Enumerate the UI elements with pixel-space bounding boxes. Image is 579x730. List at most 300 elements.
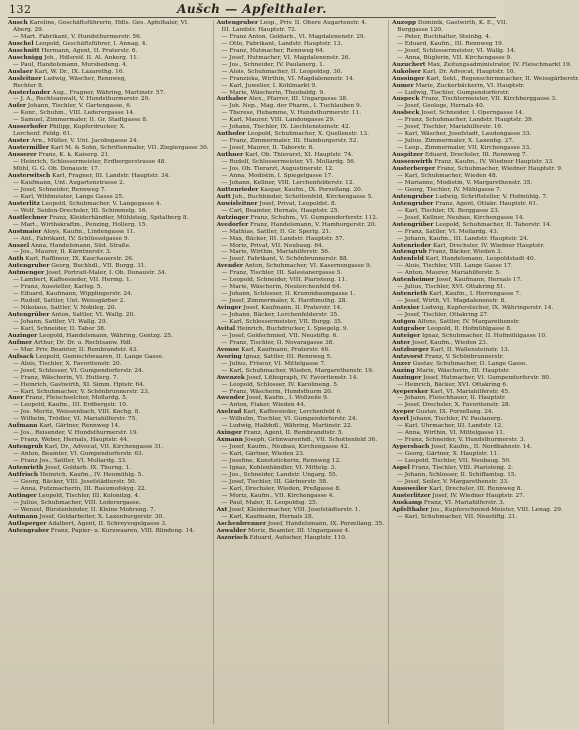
entry-text: — Karl, Juwelier, I. Kohlmarkt 9. (221, 82, 317, 89)
entry-text: — Franz, Wäscherin, Hundsthurm 20. (221, 388, 333, 395)
directory-entry (217, 27, 384, 34)
directory-entry (392, 208, 579, 215)
entry-surname: Axelrad (216, 409, 242, 416)
directory-entry (392, 437, 579, 444)
entry-text: Karl, Raffineur, IX. Kaschauerstr. 26. (23, 256, 134, 263)
directory-entry (217, 395, 384, 402)
entry-text: Karl, Dr., Advocat, VII. Kirchengasse 31. (42, 444, 164, 451)
directory-entry (392, 138, 579, 145)
entry-text: — Max, Bäcker, III. Landstr. Hauptstr. 57. (221, 235, 345, 242)
directory-entry (392, 291, 579, 298)
entry-text: Karl, Drechsler, IV. Wiedner Hauptstr. (431, 242, 545, 249)
entry-text: — Karl, Gärtner, Wieden 23. (221, 451, 305, 458)
entry-text: — Franz Jos., Sattler, VI. Mollardg. 33. (13, 458, 127, 465)
directory-entry (392, 270, 579, 277)
entry-surname: Auzinger (8, 332, 38, 339)
entry-surname: Ausbeck (392, 110, 420, 117)
entry-text: — Johann, Kaufm., III. Landstr. Hauptstr. 24. (397, 235, 529, 242)
entry-text: Karl M. & Sohn, Schriftenmaler, VII. Zieglergasse 30. (48, 145, 209, 152)
entry-surname: Auteiger (392, 332, 421, 339)
directory-entry (8, 451, 209, 458)
directory-entry (392, 222, 579, 229)
directory-entry (392, 256, 579, 263)
entry-surname: Auspitzer (392, 152, 424, 159)
entry-text: — Anton, Beamter, VI. Gumpendorferstr. 63. (13, 451, 144, 458)
directory-entry (392, 368, 579, 375)
entry-text: — Julius, Schuhmacher, VIII. Lederergasse. (13, 499, 141, 506)
entry-text: — Anna, Büglerin, VII. Kirchengasse 9. (397, 54, 513, 61)
directory-entry (392, 229, 579, 236)
directory-entry (392, 507, 579, 514)
directory-entry (8, 423, 209, 430)
entry-text: — Josef, Hutmacher, VI. Magdalenenstr. 26. (221, 54, 351, 61)
directory-entry (392, 333, 579, 340)
entry-text: Franz, Agent, Ottakr. Hauptstr. 61. (433, 200, 538, 207)
entry-surname: Austerlander (8, 89, 51, 96)
entry-surname: Autmenger (8, 270, 45, 277)
directory-entry (217, 201, 384, 208)
directory-entry (8, 361, 209, 368)
entry-text: Hermann, Agent, II. Praterstr. 6. (39, 47, 138, 54)
entry-text: — Karl, Schuhmacher, VII. Neustiftg. 21. (397, 513, 518, 520)
entry-text: Georg, Buchhdl., VII. Burgg. 31. (49, 263, 147, 270)
entry-text: Aug., Fragner, Währing, Martinstr. 57. (50, 89, 166, 96)
directory-entry (392, 479, 579, 486)
entry-text: Josef, Schneider, I. Operngasse 14. (419, 110, 524, 117)
entry-text: Franz, V. Schönbrunnerstr. (423, 353, 504, 360)
directory-entry (8, 409, 209, 416)
entry-text: Ludwig, Kupferstecher, IX. Währingerstr. 14. (419, 305, 554, 312)
entry-surname: Autexier (392, 305, 420, 312)
directory-entry (217, 368, 384, 375)
directory-entry (8, 90, 209, 97)
directory-entry (217, 166, 384, 173)
directory-entry (392, 117, 579, 124)
directory-columns (8, 20, 579, 724)
entry-text: Joh., Buchbinder, Schottenfeld, Kirchengasse 5. (230, 193, 373, 200)
directory-entry (8, 173, 209, 180)
directory-entry (217, 48, 384, 55)
entry-text: — Alois, Schuhmacher, II. Leopoldsg. 30. (221, 68, 343, 75)
directory-entry (8, 375, 209, 382)
directory-entry (217, 69, 384, 76)
directory-entry (8, 319, 209, 326)
directory-entry (8, 263, 209, 270)
directory-entry (8, 215, 209, 222)
entry-surname: Auzopp (392, 20, 417, 26)
directory-entry (217, 528, 384, 535)
directory-entry (8, 507, 209, 514)
entry-text: Karl, Handelsmann, Leopoldstadt 40. (423, 256, 536, 263)
entry-text: — Moriz, Kaufm., VII. Kirchengasse 4. (221, 492, 335, 499)
directory-entry (8, 83, 209, 90)
entry-text: Karl, Kaufm., I. Herrengasse 7. (427, 291, 521, 298)
entry-text: — Eduard, Kaufmann, Wipplingerstr. 24. (13, 291, 133, 298)
entry-surname: Aspel (392, 465, 410, 471)
entry-text: — Wolf, Seiden-Drechsler, III. Schimmelg. 16. (13, 207, 148, 214)
column-2 (213, 20, 384, 724)
entry-text: Heinrich, Kaufm., IV. Heumühlg. 5. (38, 471, 144, 478)
entry-text: — Carl, Beamter, Hernals, Hauptstr. 25. (221, 207, 340, 214)
entry-surname: Ausserhofer (8, 124, 48, 131)
entry-surname: Aukolser (392, 68, 421, 75)
entry-text: — Josef, Seiler, V. Margarethenstr. 33. (397, 478, 509, 485)
entry-text: Franz, VI. Mariahilferstr. 3. (422, 499, 505, 506)
entry-surname: Authaber (216, 96, 247, 103)
entry-surname: Austermiller (8, 145, 49, 152)
entry-text: — Ludwig, Tischler, Gumpendorferstr. (397, 89, 510, 96)
directory-entry (217, 361, 384, 368)
directory-entry (8, 152, 209, 159)
directory-entry (8, 326, 209, 333)
entry-text: Karl, Dr. Advocat, Hauptstr. 10. (420, 68, 516, 75)
directory-entry (217, 20, 384, 27)
entry-text: — Ant., Fabrikant, IV. Schlüsselgasse 9. (13, 235, 130, 242)
entry-text: — Leopold, Schlosser, IV. Karolineng. 5. (221, 381, 339, 388)
entry-text: Josef, Goldarb. IX. Thurng. 1. (43, 465, 132, 471)
entry-text: — Franz, Hutmacher, Rennweg 64. (221, 47, 325, 54)
entry-text: — Anna, Putzmacherin, III. Rasumofskyg. 22. (13, 485, 147, 492)
directory-entry (217, 458, 384, 465)
entry-surname: Autlsperger (8, 520, 47, 527)
entry-text: Franz, Schuhmacher, Wiedner Hauptstr. 9. (435, 166, 563, 173)
directory-entry (8, 243, 209, 250)
entry-text: Franz, Tischlermeister, VII. Kirchberggasse 3. (419, 96, 557, 103)
entry-text: Karoline, Geschäftsführerin, Hdls. Ges. Apfelhaler, VI. (27, 20, 189, 26)
entry-text: — Franz, Tischler, II. Novaragasse 38. (221, 339, 335, 346)
entry-text: III. Landstr. Hauptstr. 72. (221, 26, 297, 33)
entry-surname: Auszel (8, 242, 30, 249)
entry-surname: Avedorfer (216, 221, 249, 228)
entry-text: — Jos., Schneider, Landstr. Ungarg. 55. (221, 471, 338, 478)
entry-surname: Autenheimer (392, 277, 435, 284)
entry-surname: Auzer (392, 360, 411, 367)
entry-text: — Mar. Priv. Beamter, II. Rembrandstr. 43. (13, 346, 139, 353)
directory-entry (392, 493, 579, 500)
entry-text: — Alois, Tischler, X. Favoritenstr. 20. (13, 360, 122, 367)
directory-entry (217, 173, 384, 180)
directory-entry (8, 96, 209, 103)
directory-entry (392, 465, 579, 472)
entry-text: Leopold, Schuhmacher, X. Quellenstr. 13. (245, 131, 369, 138)
entry-text: Franz, Fleischselcher, Mollardg. 5. (23, 395, 128, 402)
directory-entry (217, 500, 384, 507)
entry-text: Jos., Kupferschmied-Meister, VIII. Lenag. 29. (428, 506, 563, 513)
entry-text: Heinrich, Buchdrucker, I. Spiegelg. 9. (235, 325, 349, 332)
directory-entry (8, 521, 209, 528)
directory-entry (217, 472, 384, 479)
directory-entry (8, 514, 209, 521)
directory-entry (392, 131, 579, 138)
entry-text: Johann, Tischler, IV. Paulanerg. (408, 416, 503, 423)
directory-entry (392, 500, 579, 507)
entry-text: Mühl, G. G. Ob. Donaustr. 17. (13, 166, 100, 173)
directory-entry (217, 291, 384, 298)
directory-entry (392, 48, 579, 55)
directory-entry (392, 83, 579, 90)
entry-text: — Josef, Fabrikant, V. Schönbrunnerstr. 88. (221, 256, 349, 263)
entry-text: — Karl, Maurer, VIII. Landongasse 29. (221, 117, 335, 124)
directory-entry (217, 347, 384, 354)
entry-text: Franz, Papier- u. Kurzwaaren, VIII. Blindeng. 14. (48, 527, 195, 534)
directory-entry (8, 103, 209, 110)
directory-entry (392, 375, 579, 382)
entry-surname: Avinger (216, 305, 242, 312)
entry-text: — Johann, Sattler, VI. Wallg. 29. (13, 318, 108, 325)
entry-text: — Samuel, Zimmermaler, II. Gr. Stadtgasse 8. (13, 117, 148, 124)
directory-entry (217, 124, 384, 131)
entry-text: — Johann, Bäcker, Lerchenfelderstr. 35. (221, 312, 340, 319)
entry-text: — Josef, Kellner, Neubau, Kirchengasse 14. (397, 214, 525, 221)
entry-surname: Auschel (8, 40, 34, 47)
directory-entry (392, 215, 579, 222)
directory-entry (8, 340, 209, 347)
entry-text: — Karl, Schuhmacher, V. Schönbrunnerstr. 23. (13, 388, 150, 395)
directory-entry (8, 486, 209, 493)
directory-entry (8, 41, 209, 48)
entry-surname: Avender (216, 263, 243, 270)
entry-surname: Aufmann (8, 423, 38, 430)
directory-entry (8, 159, 209, 166)
entry-text: Marie, Wäscherin, III. Hauptstr. (414, 367, 510, 374)
directory-entry (392, 180, 579, 187)
entry-text: — Anna, Modistin, I. Spiegelgasse 17. (221, 172, 334, 179)
directory-entry (217, 41, 384, 48)
directory-entry (392, 472, 579, 479)
directory-entry (8, 201, 209, 208)
entry-text: — Karl, Tischler, IX. Berggasse 23. (397, 207, 500, 214)
entry-text: — Josef, Tischler, Mariahilferstr. 16. (397, 124, 503, 131)
entry-text: — Karl, Wäscher, Josefstadt, Laudongasse 33. (397, 131, 532, 138)
directory-entry (392, 395, 579, 402)
entry-text: Franz, K. k. Kaiserg. 21. (36, 152, 110, 159)
entry-text: Kaspar, Kaufm., IX. Porzellang. 20. (258, 186, 363, 193)
entry-text: Josef, Kaufmann, II. Praterstr. 14. (241, 305, 343, 312)
directory-entry (392, 201, 579, 208)
entry-text: — Jos., Reisender, V. Hundsthurmerstr. 19. (13, 430, 139, 437)
entry-text: — Paul, Maler, II. Leopoldsg. 25. (221, 499, 318, 506)
entry-text: — Anton, Fiaker, Wieden 44. (221, 402, 306, 409)
entry-text: — Karl, Schneider, II. Tabor 38. (13, 325, 106, 332)
entry-text: — Josef, Schlosser, VI. Gumpendorferstr. 24. (13, 367, 144, 374)
entry-text: — Johann, Schlosser, II. Krummbaumgasse 1. (221, 291, 356, 298)
directory-entry (392, 110, 579, 117)
directory-entry (8, 110, 209, 117)
entry-text: — Heinrich, Gastwirth, XI. Simm. Hptstr. 64. (13, 381, 145, 388)
entry-text: Burggasse 120. (397, 26, 443, 33)
directory-entry (217, 493, 384, 500)
entry-text: — Leopold, Schneider, VIII. Piaristeng. 11. (221, 277, 348, 284)
directory-entry (392, 34, 579, 41)
entry-text: — Karl, Schuhmacher, Wieden, Margarethenstr. 19. (221, 367, 374, 374)
directory-entry (217, 263, 384, 270)
entry-text: Franz, Tischler, VIII. Piaristeng. 2. (409, 465, 514, 471)
entry-surname: Austerlitzer (392, 492, 431, 499)
entry-text: Franz, Agent, II. Rembrandtstr. 5. (241, 430, 344, 437)
directory-entry (392, 361, 579, 368)
directory-entry (392, 27, 579, 34)
directory-entry (8, 222, 209, 229)
directory-entry (217, 243, 384, 250)
entry-text: — Franz Anton, Goldarb., VI. Magdalenenstr. 29. (221, 33, 366, 40)
entry-text: Josef, Lithograph, IV. Favoritenstr. 14. (244, 374, 359, 381)
directory-entry (217, 145, 384, 152)
directory-entry (8, 270, 209, 277)
entry-surname: Autenrieth (8, 465, 44, 471)
entry-text: — Heinrich, Schlossermeister, Erdbergerstrasse 48. (13, 159, 167, 166)
directory-entry (217, 110, 384, 117)
entry-surname: Aufer (8, 103, 26, 110)
entry-surname: Awender (216, 395, 245, 402)
directory-entry (8, 229, 209, 236)
entry-text: Alex., Pfarrer, III. Ungargasse 38. (246, 96, 348, 103)
entry-surname: Auskamp (392, 499, 423, 506)
entry-surname: Autmann (8, 513, 38, 520)
entry-text: Eduard, Aufseher, Hauptstr. 110. (247, 534, 347, 541)
entry-surname: Apfelthaler (392, 506, 429, 513)
directory-entry (8, 368, 209, 375)
directory-entry (392, 423, 579, 430)
entry-text: — Josef, Tischler, III. Gärtnerstr. 58. (221, 478, 328, 485)
directory-entry (392, 194, 579, 201)
entry-text: — Georg, Gärtner, X. Hauptstr. 11. (397, 451, 500, 458)
directory-entry (8, 236, 209, 243)
directory-entry (392, 458, 579, 465)
entry-text: Leopold, Gemischtwaaren, II. Lange Gasse. (33, 353, 164, 360)
entry-text: — Rudolf, Sattler, Unt. Weissgärber 2. (13, 298, 126, 305)
directory-entry (8, 493, 209, 500)
directory-entry (392, 326, 579, 333)
entry-text: Eduard, Drechsler, III. Rennweg 7. (423, 152, 528, 159)
entry-text: Ludwig, Wäscher, Rennweg, (41, 75, 127, 82)
entry-text: — J. A., Rechtsanwalt, V. Hundsthurmerstr. 20. (13, 96, 151, 103)
entry-text: — Franz, Aussteller, Karlsg. 5. (13, 284, 103, 291)
entry-surname: Aszorisch (216, 534, 248, 541)
entry-text: Josef, IV. Wiedner Hauptstr. 27. (430, 492, 525, 499)
directory-entry (392, 124, 579, 131)
entry-text: — Jos. Ob. Tierarzt, Augustinerstr. 12. (221, 166, 334, 173)
directory-entry (392, 173, 579, 180)
directory-entry (217, 103, 384, 110)
entry-surname: Auth (8, 256, 24, 263)
entry-surname: Autengrub (392, 249, 427, 256)
entry-text: — Peter, Buchhalter, Steinbg. 4. (397, 33, 491, 40)
entry-surname: Ayerl (392, 416, 409, 423)
directory-entry (8, 124, 209, 131)
directory-entry (392, 187, 579, 194)
entry-text: — Franz, Zimmermaler, III. Hainburgerstr. 52. (221, 138, 359, 145)
entry-text: — Joh. Nep., Mag. der Pharm., I. Tuchlauben 9. (221, 103, 362, 110)
entry-text: — Wenzel, Bürstenbinder, II. Kleine Mohreng. 7. (13, 506, 156, 513)
entry-text: Johann, Tischler, V. Gartengasse, 6. (25, 103, 132, 110)
directory-entry (8, 256, 209, 263)
directory-entry (8, 347, 209, 354)
directory-entry (8, 20, 209, 27)
entry-surname: Autengrub (8, 444, 43, 451)
directory-entry (392, 305, 579, 312)
entry-text: — Josef, Schneider, Rennweg 7. (13, 186, 107, 193)
directory-entry (8, 333, 209, 340)
entry-text: — Julius, Tischler, XVI. Ottakring 51. (397, 284, 506, 291)
directory-entry (8, 430, 209, 437)
entry-surname: Aufsack (8, 353, 34, 360)
entry-surname: Auter (392, 339, 411, 346)
entry-text: Leopold, Handelsmann, Währing, Gentzg. 25. (37, 332, 173, 339)
entry-surname: Auschnigg (8, 54, 43, 61)
entry-surname: Autt (216, 193, 231, 200)
entry-surname: Ausleitner (8, 75, 42, 82)
directory-entry (217, 62, 384, 69)
entry-text: Lerchenf. Feldg. 61. (13, 131, 73, 138)
entry-text: — Franz, Sattler, VI. Mollardg. 43. (397, 228, 499, 235)
directory-entry (8, 402, 209, 409)
entry-text: Karl, Kaffeesieder, Lerchenfeld 6. (241, 409, 342, 416)
entry-surname: Avonse (216, 346, 240, 353)
entry-text: — Josef, Drechsler, X. Favoritenstr. 28. (397, 402, 511, 409)
directory-entry (217, 465, 384, 472)
directory-entry (8, 354, 209, 361)
directory-entry (217, 194, 384, 201)
directory-entry (392, 486, 579, 493)
entry-text: Leopold, Schuhmacher, II. Taborstr. 14. (433, 221, 552, 228)
entry-text: Josef, Kaufmann, Hernals 17. (434, 277, 523, 284)
directory-entry (217, 298, 384, 305)
entry-text: Karl, Drechsler, III. Rennweg 8. (427, 485, 523, 492)
entry-text: — Josef, Schlossermeister, VI. Wallg. 14. (397, 47, 516, 54)
entry-surname: Auwisleitner (216, 200, 258, 207)
directory-entry (8, 69, 209, 76)
directory-entry (8, 528, 209, 535)
entry-text: Karl, Fragner, III. Landstr. Hauptstr. 34. (50, 172, 171, 179)
entry-text: Josef, Kleidermacher, VIII. Josefstädterstr. 1. (227, 506, 361, 513)
directory-entry (217, 451, 384, 458)
entry-text: Leopold, Schuhmacher, V. Langegasse 4. (39, 200, 162, 207)
entry-text: Karl, Gärtner, Rennweg 14. (37, 423, 121, 430)
entry-surname: Auslaer (8, 68, 33, 75)
directory-entry (217, 486, 384, 493)
entry-surname: Auzing (392, 367, 415, 374)
entry-text: — Karl, Drechsler, Wieden, Preßgasse 8. (221, 485, 341, 492)
entry-surname: Ausch (8, 20, 28, 26)
entry-text: — Georg, Tischler, IV. Mühlgasse 7. (397, 186, 502, 193)
entry-text: Anton, Schuhmacher, VI. Kasernengasse 9. (242, 263, 372, 270)
directory-entry (8, 166, 209, 173)
entry-surname: Autengruber (392, 200, 434, 207)
entry-text: — Johann, Kellner, VIII. Lerchenfelderstr. 12. (221, 179, 355, 186)
directory-entry (392, 20, 579, 27)
entry-text: — Karl, Kaufmann, Hernals 28. (221, 513, 314, 520)
page-number: 132 (9, 3, 32, 16)
entry-surname: Aypersbach (392, 444, 430, 451)
directory-entry (8, 465, 209, 472)
entry-text: Ludwig, Schriftsteller, V. Hofmühlg. 7. (433, 193, 548, 200)
directory-entry (8, 27, 209, 34)
entry-text: Josef, Hutmacher, VI. Gumpendorferstr. 80. (421, 374, 551, 381)
entry-surname: Autzinger (216, 214, 249, 221)
directory-entry (392, 354, 579, 361)
entry-text: Karl, II. Wallensteinstr. 13. (428, 346, 510, 353)
entry-text: Josef, Goldarbeiter, X. Laxenburgerstr. 30. (37, 513, 164, 520)
entry-text: — Josef, Maurer, II. Taborstr. 8. (221, 145, 315, 152)
directory-entry (217, 319, 384, 326)
directory-entry (217, 187, 384, 194)
entry-text: Franz, Handelsmann, V. Hamburgerstr. 20. (248, 221, 377, 228)
directory-entry (8, 277, 209, 284)
entry-surname: Auster (8, 138, 30, 145)
entry-surname: Autzvorst (392, 353, 423, 360)
directory-entry (8, 389, 209, 396)
page-header (0, 0, 504, 18)
